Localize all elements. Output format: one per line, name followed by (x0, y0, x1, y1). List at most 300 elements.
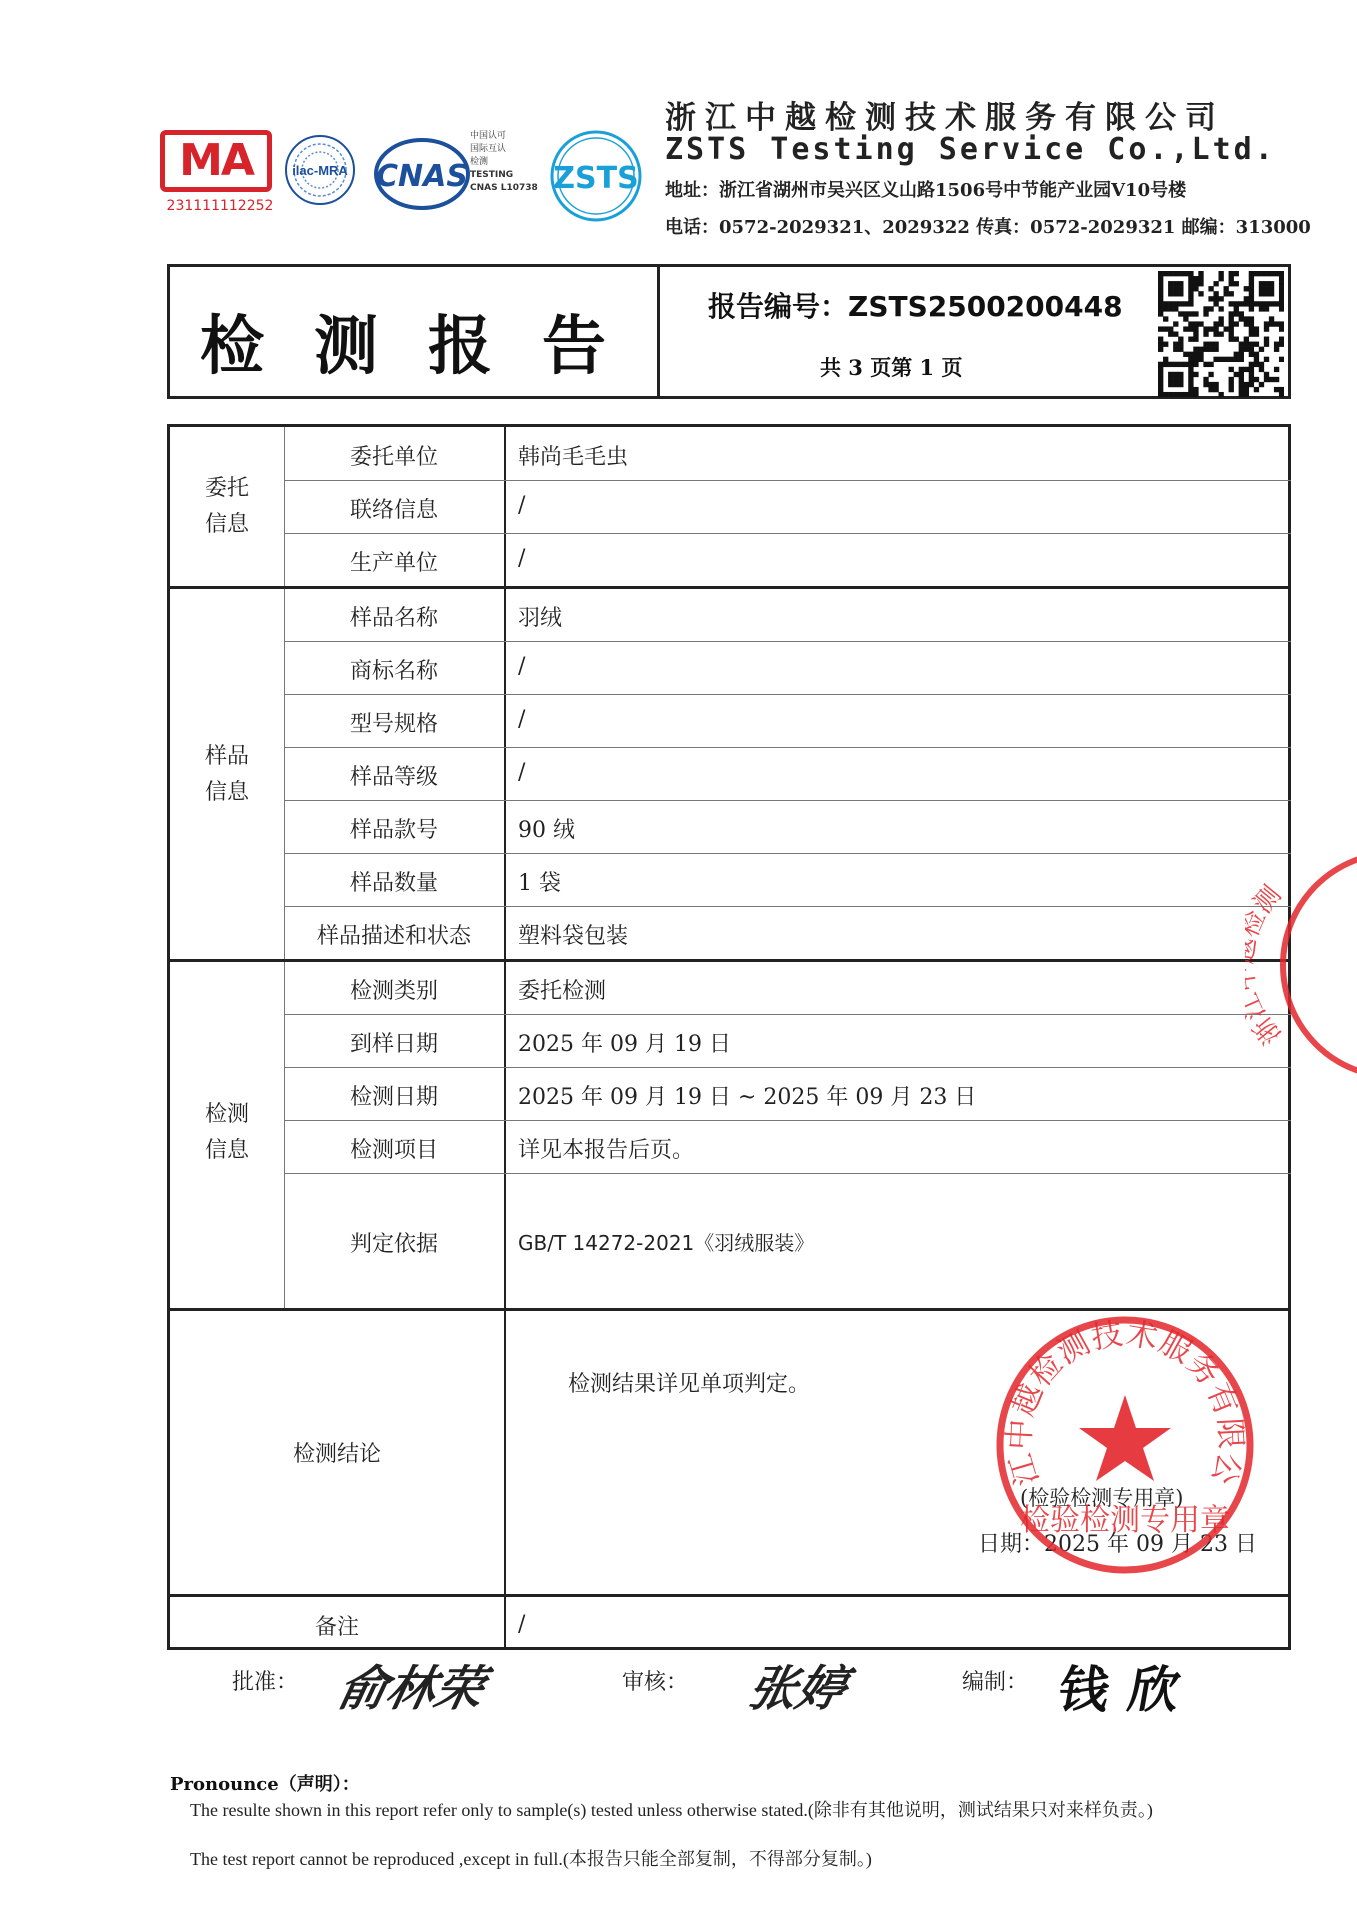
row-label: 样品描述和状态 (316, 924, 471, 949)
qr-module (1249, 326, 1254, 331)
qr-module (1234, 306, 1239, 311)
qr-module (1269, 291, 1274, 296)
qr-module (1213, 281, 1218, 286)
row-label: 商标名称 (349, 659, 438, 684)
qr-module (1173, 377, 1178, 382)
qr-module (1158, 372, 1163, 377)
qr-module (1178, 301, 1183, 306)
cnas-side-line: TESTING (470, 170, 514, 180)
qr-module (1249, 367, 1254, 372)
qr-module (1279, 337, 1284, 342)
qr-module (1264, 281, 1269, 286)
review-label: 审核： (622, 1670, 689, 1695)
qr-module (1249, 382, 1254, 387)
table-hline (170, 959, 1291, 962)
qr-module (1203, 311, 1208, 316)
qr-module (1254, 377, 1259, 382)
qr-module (1249, 352, 1254, 357)
qr-module (1193, 337, 1198, 342)
qr-module (1254, 362, 1259, 367)
qr-module (1264, 271, 1269, 276)
report-title-box (167, 264, 1291, 399)
qr-module (1168, 281, 1173, 286)
table-hline (170, 586, 1291, 589)
qr-module (1163, 342, 1168, 347)
remarks-value: / (518, 1612, 526, 1637)
qr-module (1234, 352, 1239, 357)
company-name-cn: 浙江中越检测技术服务有限公司 (665, 100, 1225, 136)
qr-module (1264, 301, 1269, 306)
qr-module (1193, 286, 1198, 291)
group-sample-info (172, 739, 282, 811)
qr-module (1213, 326, 1218, 331)
qr-module (1183, 271, 1188, 276)
qr-module (1213, 382, 1218, 387)
qr-module (1218, 392, 1223, 397)
qr-module (1239, 392, 1244, 397)
qr-module (1173, 347, 1178, 352)
table-hline (284, 747, 1291, 748)
qr-module (1249, 331, 1254, 336)
row-value: 2025 年 09 月 19 日 (518, 1032, 731, 1057)
qr-module (1158, 296, 1163, 301)
row-value: / (518, 493, 526, 518)
company-seal (990, 1310, 1260, 1584)
qr-module (1264, 372, 1269, 377)
qr-module (1269, 281, 1274, 286)
qr-module (1188, 377, 1193, 382)
qr-module (1249, 372, 1254, 377)
conclusion-label: 检测结论 (292, 1442, 381, 1467)
qr-module (1279, 321, 1284, 326)
row-value: / (518, 654, 526, 679)
qr-module (1279, 291, 1284, 296)
row-value: 90 绒 (518, 818, 575, 843)
row-label: 样品数量 (349, 871, 438, 896)
cnas-label: CNAS (376, 159, 468, 194)
approve-label: 批准： (232, 1670, 299, 1695)
company-name-en: ZSTS Testing Service Co.,Ltd. (665, 132, 1276, 167)
qr-module (1168, 377, 1173, 382)
qr-module (1218, 316, 1223, 321)
qr-module (1158, 271, 1163, 276)
qr-module (1274, 271, 1279, 276)
qr-module (1264, 377, 1269, 382)
title-divider (657, 267, 660, 396)
row-value: 详见本报告后页。 (518, 1138, 695, 1163)
qr-module (1173, 286, 1178, 291)
pronounce-line-1: The resulte shown in this report refer only to sample(s) tested unless otherwise stated.(除非有其他说明，测试结果只对来样负责。) (190, 1800, 1153, 1820)
row-label: 生产单位 (349, 551, 438, 576)
pronounce-title: Pronounce（声明）： (170, 1774, 360, 1795)
qr-module (1279, 342, 1284, 347)
table-hline (284, 800, 1291, 801)
qr-module (1193, 347, 1198, 352)
qr-module (1173, 291, 1178, 296)
qr-module (1158, 342, 1163, 347)
qr-module (1254, 271, 1259, 276)
qr-module (1168, 326, 1173, 331)
qr-module (1188, 337, 1193, 342)
qr-module (1259, 271, 1264, 276)
qr-module (1193, 387, 1198, 392)
qr-module (1249, 291, 1254, 296)
qr-module (1158, 377, 1163, 382)
qr-module (1249, 296, 1254, 301)
qr-module (1168, 271, 1173, 276)
table-hline (284, 906, 1291, 907)
compile-signature: 钱欣 (1054, 1660, 1205, 1719)
qr-module (1229, 382, 1234, 387)
qr-module (1163, 306, 1168, 311)
conclusion-date: 日期：2025 年 09 月 23 日 (978, 1532, 1257, 1557)
qr-module (1163, 392, 1168, 397)
qr-module (1239, 347, 1244, 352)
approve-signature: 俞林荣 (333, 1661, 490, 1717)
qr-module (1279, 392, 1284, 397)
qr-module (1259, 306, 1264, 311)
row-value: 羽绒 (518, 606, 563, 631)
qr-module (1168, 291, 1173, 296)
qr-module (1188, 362, 1193, 367)
qr-module (1224, 357, 1229, 362)
table-hline (284, 480, 1291, 481)
qr-module (1183, 392, 1188, 397)
qr-module (1229, 311, 1234, 316)
qr-module (1183, 326, 1188, 331)
qr-module (1183, 362, 1188, 367)
qr-module (1274, 301, 1279, 306)
qr-module (1264, 357, 1269, 362)
qr-module (1163, 301, 1168, 306)
qr-module (1183, 301, 1188, 306)
qr-module (1188, 352, 1193, 357)
qr-module (1208, 372, 1213, 377)
qr-module (1193, 357, 1198, 362)
qr-module (1249, 281, 1254, 286)
qr-module (1279, 276, 1284, 281)
pronounce-line-2: The test report cannot be reproduced ,except in full.(本报告只能全部复制，不得部分复制。) (190, 1849, 872, 1869)
qr-module (1193, 372, 1198, 377)
cnas-side-line: 国际互认 (470, 144, 507, 154)
qr-module (1208, 362, 1213, 367)
qr-module (1178, 382, 1183, 387)
row-label: 样品名称 (349, 606, 438, 631)
qr-module (1274, 387, 1279, 392)
qr-module (1254, 342, 1259, 347)
qr-module (1229, 281, 1234, 286)
qr-module (1264, 326, 1269, 331)
qr-module (1178, 347, 1183, 352)
qr-module (1229, 276, 1234, 281)
qr-module (1193, 281, 1198, 286)
qr-module (1203, 331, 1208, 336)
qr-module (1208, 296, 1213, 301)
qr-module (1188, 281, 1193, 286)
company-contact: 电话：0572-2029321、2029322 传真：0572-2029321 邮编：313000 (665, 217, 1311, 238)
qr-module (1218, 276, 1223, 281)
qr-module (1229, 321, 1234, 326)
qr-module (1188, 367, 1193, 372)
qr-module (1244, 347, 1249, 352)
row-value: GB/T 14272-2021《羽绒服装》 (518, 1231, 815, 1255)
qr-module (1203, 347, 1208, 352)
row-value: / (518, 707, 526, 732)
row-label: 检测日期 (349, 1085, 438, 1110)
qr-module (1274, 342, 1279, 347)
qr-module (1168, 331, 1173, 336)
qr-module (1158, 382, 1163, 387)
qr-module (1208, 382, 1213, 387)
qr-module (1254, 387, 1259, 392)
qr-module (1188, 392, 1193, 397)
qr-module (1178, 342, 1183, 347)
qr-module (1224, 291, 1229, 296)
qr-module (1229, 357, 1234, 362)
qr-module (1208, 347, 1213, 352)
table-hline (284, 1014, 1291, 1015)
qr-module (1193, 392, 1198, 397)
qr-module (1158, 362, 1163, 367)
qr-module (1259, 382, 1264, 387)
row-value: / (518, 760, 526, 785)
row-label: 型号规格 (349, 712, 438, 737)
qr-module (1249, 362, 1254, 367)
qr-module (1188, 387, 1193, 392)
qr-module (1249, 347, 1254, 352)
qr-module (1173, 362, 1178, 367)
cma-logo (160, 130, 280, 230)
qr-module (1208, 306, 1213, 311)
qr-module (1218, 321, 1223, 326)
qr-module (1259, 301, 1264, 306)
report-number (708, 285, 1123, 325)
qr-module (1178, 372, 1183, 377)
qr-module (1203, 326, 1208, 331)
qr-module (1279, 296, 1284, 301)
qr-module (1269, 377, 1274, 382)
qr-module (1229, 331, 1234, 336)
qr-module (1158, 367, 1163, 372)
row-value: 韩尚毛毛虫 (518, 445, 629, 470)
qr-module (1158, 311, 1163, 316)
qr-module (1254, 352, 1259, 357)
qr-module (1254, 301, 1259, 306)
seal-ring-text: 江中越检测技术服务有限公 (1001, 1315, 1249, 1490)
qr-module (1158, 306, 1163, 311)
qr-module (1173, 306, 1178, 311)
qr-module (1229, 301, 1234, 306)
qr-module (1239, 357, 1244, 362)
row-value: 2025 年 09 月 19 日 ~ 2025 年 09 月 23 日 (518, 1085, 977, 1110)
qr-module (1244, 367, 1249, 372)
qr-module (1178, 377, 1183, 382)
qr-module (1249, 342, 1254, 347)
qr-module (1198, 291, 1203, 296)
qr-module (1234, 357, 1239, 362)
qr-module (1208, 387, 1213, 392)
qr-module (1183, 352, 1188, 357)
qr-module (1178, 362, 1183, 367)
qr-module (1234, 337, 1239, 342)
qr-module (1188, 372, 1193, 377)
qr-module (1168, 286, 1173, 291)
qr-module (1158, 276, 1163, 281)
qr-module (1259, 286, 1264, 291)
qr-module (1218, 306, 1223, 311)
table-hline (284, 641, 1291, 642)
qr-module (1218, 331, 1223, 336)
qr-module (1198, 357, 1203, 362)
qr-module (1259, 367, 1264, 372)
qr-module (1198, 321, 1203, 326)
qr-module (1213, 357, 1218, 362)
cnas-side-line: 中国认可 (470, 131, 507, 141)
qr-module (1163, 362, 1168, 367)
qr-module (1274, 321, 1279, 326)
group-label: 委托信息 (204, 476, 249, 537)
qr-module (1168, 301, 1173, 306)
qr-module (1249, 286, 1254, 291)
table-hline (284, 694, 1291, 695)
qr-module (1198, 276, 1203, 281)
qr-module (1229, 326, 1234, 331)
qr-module (1188, 286, 1193, 291)
group-label: 检测信息 (204, 1102, 249, 1163)
qr-module (1188, 271, 1193, 276)
qr-module (1249, 321, 1254, 326)
qr-module (1259, 362, 1264, 367)
qr-module (1218, 271, 1223, 276)
qr-module (1163, 271, 1168, 276)
cnas-logo (372, 134, 472, 214)
qr-module (1208, 326, 1213, 331)
qr-module (1224, 326, 1229, 331)
qr-module (1274, 377, 1279, 382)
qr-module (1264, 342, 1269, 347)
qr-module (1239, 301, 1244, 306)
qr-module (1279, 326, 1284, 331)
qr-module (1269, 301, 1274, 306)
report-title: 检测报告 (200, 309, 656, 384)
qr-code[interactable] (1158, 271, 1284, 397)
seal-note: (检验检测专用章) (1020, 1486, 1184, 1510)
compile-label: 编制： (962, 1670, 1029, 1695)
qr-module (1229, 367, 1234, 372)
seal-star-icon (1079, 1395, 1171, 1481)
qr-module (1193, 362, 1198, 367)
qr-module (1218, 357, 1223, 362)
conclusion-text: 检测结果详见单项判定。 (568, 1372, 811, 1397)
qr-module (1168, 392, 1173, 397)
qr-module (1229, 316, 1234, 321)
qr-module (1198, 271, 1203, 276)
qr-module (1188, 326, 1193, 331)
qr-module (1244, 392, 1249, 397)
qr-module (1158, 387, 1163, 392)
qr-module (1244, 337, 1249, 342)
qr-module (1178, 392, 1183, 397)
qr-module (1173, 372, 1178, 377)
qr-module (1239, 372, 1244, 377)
qr-module (1224, 286, 1229, 291)
qr-module (1274, 347, 1279, 352)
table-hline (284, 1173, 1291, 1174)
qr-module (1239, 377, 1244, 382)
qr-module (1158, 291, 1163, 296)
qr-module (1168, 372, 1173, 377)
qr-module (1208, 342, 1213, 347)
side-seal-partial (1245, 850, 1357, 1084)
qr-module (1203, 342, 1208, 347)
qr-module (1239, 382, 1244, 387)
qr-module (1234, 271, 1239, 276)
qr-module (1239, 367, 1244, 372)
side-seal-text: 浙 测 (1247, 880, 1288, 1050)
row-value: 塑料袋包装 (518, 924, 629, 949)
table-vline (504, 427, 506, 1650)
qr-module (1254, 326, 1259, 331)
table-hline (284, 1120, 1291, 1121)
ilac-mra-logo (282, 130, 358, 218)
qr-module (1188, 382, 1193, 387)
qr-module (1254, 331, 1259, 336)
qr-module (1239, 342, 1244, 347)
row-label: 委托单位 (349, 445, 438, 470)
qr-module (1208, 286, 1213, 291)
qr-module (1198, 281, 1203, 286)
qr-module (1173, 392, 1178, 397)
review-signature: 张婷 (743, 1661, 852, 1717)
qr-module (1188, 311, 1193, 316)
qr-module (1178, 281, 1183, 286)
cma-number: 231111112252 (166, 198, 274, 214)
cnas-side-line: CNAS L10738 (470, 183, 538, 193)
qr-module (1264, 286, 1269, 291)
qr-module (1259, 281, 1264, 286)
qr-module (1213, 387, 1218, 392)
qr-module (1249, 306, 1254, 311)
qr-module (1234, 321, 1239, 326)
zsts-logo (548, 128, 644, 224)
qr-module (1269, 321, 1274, 326)
qr-module (1168, 306, 1173, 311)
qr-module (1229, 377, 1234, 382)
qr-module (1193, 311, 1198, 316)
qr-module (1188, 301, 1193, 306)
qr-module (1178, 291, 1183, 296)
qr-module (1203, 377, 1208, 382)
qr-module (1178, 337, 1183, 342)
page-info: 共 3 页第 1 页 (820, 355, 963, 380)
qr-module (1264, 337, 1269, 342)
qr-module (1178, 271, 1183, 276)
qr-module (1213, 296, 1218, 301)
qr-module (1158, 326, 1163, 331)
qr-module (1158, 301, 1163, 306)
qr-module (1188, 321, 1193, 326)
qr-module (1279, 301, 1284, 306)
qr-module (1193, 321, 1198, 326)
row-label: 样品款号 (349, 818, 438, 843)
group-label: 样品信息 (204, 744, 249, 805)
qr-module (1173, 271, 1178, 276)
row-label: 检测类别 (349, 979, 438, 1004)
qr-module (1203, 306, 1208, 311)
qr-module (1244, 296, 1249, 301)
qr-module (1173, 382, 1178, 387)
qr-module (1239, 387, 1244, 392)
